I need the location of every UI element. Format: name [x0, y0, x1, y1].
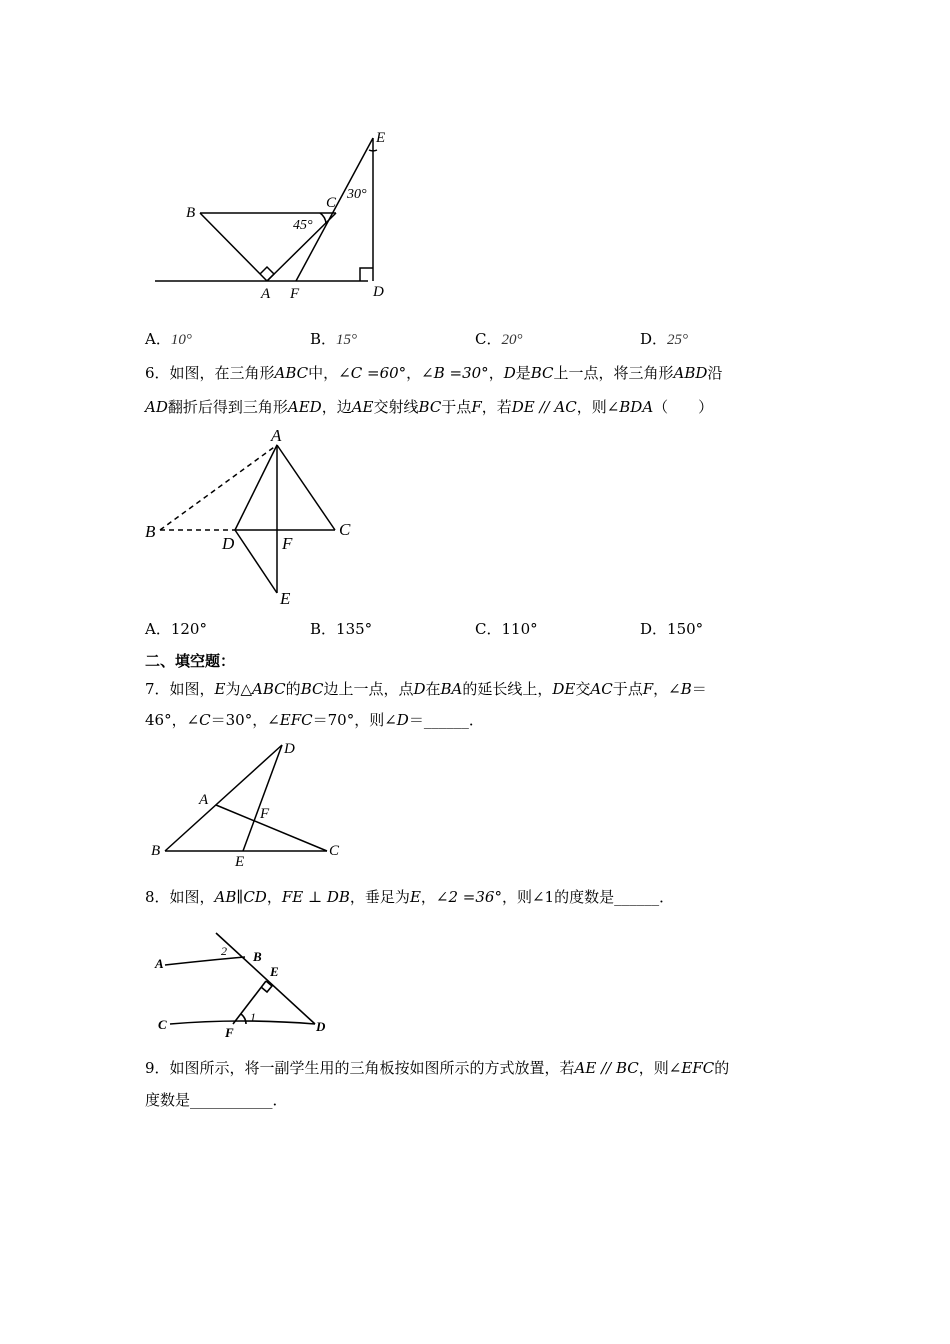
q5-option-d[interactable]: D．25° [640, 330, 689, 348]
label-f: F [260, 806, 270, 822]
q5-option-c[interactable]: C．20° [475, 330, 523, 348]
segment-de [235, 530, 277, 593]
segment-bd [165, 745, 282, 851]
label-a: A [155, 956, 164, 971]
label-c: C [329, 843, 340, 859]
right-angle-mark-d [360, 268, 373, 281]
figure-2 [140, 425, 370, 610]
segment-ac [277, 445, 335, 530]
q7-answer-blank[interactable]: ______ [423, 711, 469, 729]
label-f: F [282, 534, 293, 553]
q7-line-2: 46°，∠C＝30°，∠EFC＝70°，则∠D＝______． [145, 711, 484, 729]
line-db [216, 933, 315, 1024]
label-c: C [339, 520, 351, 539]
q6-line-2: AD翻折后得到三角形AED，边AE交射线BC于点F，若DE // AC，则∠BDA（ ） [145, 398, 714, 416]
q6-option-b[interactable]: B．135° [310, 620, 373, 638]
angle-arc-1 [241, 1014, 246, 1024]
label-b: B [151, 843, 161, 859]
figure-3 [145, 735, 355, 870]
segment-ab-dashed [160, 445, 277, 530]
angle-label-30: 30° [347, 187, 367, 202]
label-e: E [235, 854, 245, 870]
angle-arc-e [369, 150, 377, 151]
angle-label-2: 2 [221, 944, 227, 958]
label-f: F [225, 1025, 234, 1040]
right-angle-mark-a [260, 267, 274, 281]
figure-1 [140, 120, 410, 310]
section-heading-fill-in: 二、填空题： [145, 652, 236, 670]
q8-line: 8．如图，AB∥CD，FE ⊥ DB，垂足为E，∠2 =36°，则∠1的度数是______． [145, 888, 675, 906]
figure-4 [150, 925, 340, 1040]
q9-line-2: 度数是___________． [145, 1091, 288, 1109]
label-e: E [270, 964, 279, 979]
label-c: C [326, 195, 337, 211]
q9-line-1: 9．如图所示，将一副学生用的三角板按如图所示的方式放置，若AE // BC，则∠EFC的 [145, 1059, 730, 1077]
label-f: F [290, 286, 300, 302]
segment-ac [216, 805, 327, 851]
segment-de [243, 745, 282, 851]
label-d: D [222, 534, 235, 553]
q6-line-1: 6．如图，在三角形ABC中，∠C =60°，∠B =30°，D是BC上一点，将三角形ABD沿 [145, 364, 723, 382]
label-e: E [280, 589, 291, 608]
q8-answer-blank[interactable]: ______ [614, 888, 660, 906]
q5-option-b[interactable]: B．15° [310, 330, 358, 348]
label-e: E [376, 130, 386, 146]
label-d: D [373, 284, 384, 300]
label-d: D [316, 1019, 326, 1034]
q7-line-1: 7．如图，E为△ABC的BC边上一点，点D在BA的延长线上，DE交AC于点F，∠B＝ [145, 680, 707, 698]
line-ab [165, 957, 245, 965]
label-b: B [186, 205, 196, 221]
q6-option-d[interactable]: D．150° [640, 620, 704, 638]
label-a: A [199, 792, 209, 808]
segment-ba [200, 213, 267, 281]
angle-label-1: 1 [250, 1010, 256, 1024]
angle-arc-c [320, 213, 326, 224]
label-b: B [145, 522, 156, 541]
q6-option-a[interactable]: A．120° [145, 620, 207, 638]
label-b: B [253, 949, 262, 964]
line-cd [170, 1021, 315, 1024]
q6-option-c[interactable]: C．110° [475, 620, 538, 638]
label-a: A [261, 286, 271, 302]
q5-option-a[interactable]: A．10° [145, 330, 192, 348]
label-d: D [284, 741, 295, 757]
q9-answer-blank[interactable]: ___________ [190, 1091, 273, 1109]
label-a: A [271, 426, 282, 445]
label-c: C [158, 1017, 167, 1032]
angle-label-45: 45° [293, 218, 313, 233]
segment-ad [235, 445, 277, 530]
